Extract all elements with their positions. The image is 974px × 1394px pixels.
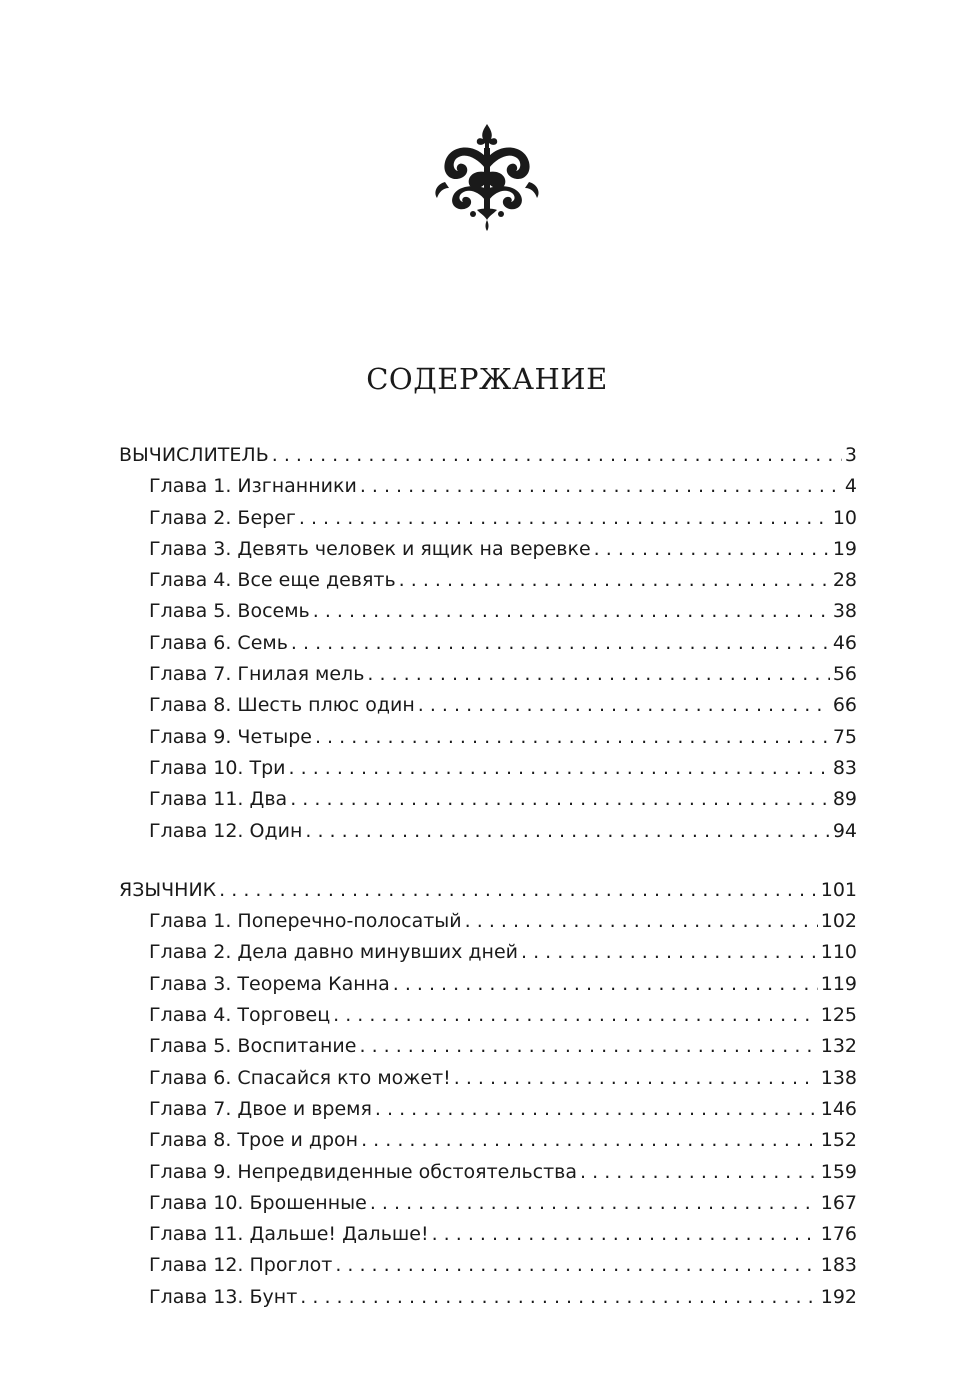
toc-entry xyxy=(119,941,857,972)
chapter-title: Глава 11. Дальше! Дальше! xyxy=(149,1223,429,1246)
chapter-title: Глава 2. Дела давно минувших дней xyxy=(149,941,519,964)
page-number: 152 xyxy=(820,1129,857,1152)
dot-leader xyxy=(465,910,818,932)
dot-leader xyxy=(393,973,818,995)
page-number: 28 xyxy=(832,569,857,592)
chapter-title: Глава 9. Непредвиденные обстоятельства xyxy=(149,1160,578,1183)
page-number: 167 xyxy=(820,1191,857,1214)
floral-ornament-icon xyxy=(431,122,543,232)
chapter-title: Глава 3. Девять человек и ящик на веревке xyxy=(149,537,591,560)
dot-leader xyxy=(219,879,818,901)
page-number: 125 xyxy=(820,1004,857,1027)
chapter-title: Глава 12. Проглот xyxy=(149,1254,333,1277)
dot-leader xyxy=(333,1004,818,1026)
page-number: 66 xyxy=(832,694,857,717)
dot-leader xyxy=(580,1161,818,1183)
chapter-title: Глава 2. Берег xyxy=(149,506,296,529)
chapter-title: Глава 5. Воспитание xyxy=(149,1035,357,1058)
chapter-title: Глава 11. Два xyxy=(149,788,288,811)
dot-leader xyxy=(289,757,830,779)
dot-leader xyxy=(315,726,830,748)
page-title: СОДЕРЖАНИЕ xyxy=(366,362,608,396)
toc-entry xyxy=(119,1192,857,1223)
chapter-title: Глава 13. Бунт xyxy=(149,1285,298,1308)
dot-leader xyxy=(418,694,830,716)
toc-section xyxy=(119,879,857,1317)
dot-leader xyxy=(299,507,830,529)
chapter-title: Глава 7. Двое и время xyxy=(149,1097,372,1120)
dot-leader xyxy=(454,1067,818,1089)
toc-entry xyxy=(119,1161,857,1192)
toc-entry xyxy=(119,1035,857,1066)
toc-entry xyxy=(119,507,857,538)
chapter-title: Глава 6. Семь xyxy=(149,631,288,654)
dot-leader xyxy=(272,444,842,466)
chapter-title: Глава 3. Теорема Канна xyxy=(149,972,390,995)
toc-entry xyxy=(119,757,857,788)
page-number: 192 xyxy=(820,1285,857,1308)
chapter-title: Глава 1. Изгнанники xyxy=(149,475,357,498)
chapter-title: Глава 6. Спасайся кто может! xyxy=(149,1066,451,1089)
dot-leader xyxy=(399,569,830,591)
page-number: 46 xyxy=(832,631,857,654)
chapter-title: Глава 1. Поперечно-полосатый xyxy=(149,910,462,933)
toc-entry xyxy=(119,1129,857,1160)
page-number: 94 xyxy=(832,819,857,842)
dot-leader xyxy=(291,632,830,654)
toc-entry xyxy=(119,910,857,941)
page-number: 75 xyxy=(832,725,857,748)
page-number: 4 xyxy=(844,475,857,498)
page-number: 83 xyxy=(832,756,857,779)
page-number: 176 xyxy=(820,1223,857,1246)
dot-leader xyxy=(305,820,829,842)
chapter-title: Глава 4. Торговец xyxy=(149,1004,331,1027)
dot-leader xyxy=(300,1286,817,1308)
toc-entry xyxy=(119,569,857,600)
dot-leader xyxy=(290,788,830,810)
chapter-title: Глава 10. Брошенные xyxy=(149,1191,367,1214)
page-number: 10 xyxy=(832,506,857,529)
dot-leader xyxy=(361,1129,818,1151)
dot-leader xyxy=(360,475,842,497)
toc-entry xyxy=(119,1067,857,1098)
chapter-title: Глава 7. Гнилая мель xyxy=(149,663,365,686)
page-number: 3 xyxy=(844,444,857,466)
toc-entry xyxy=(119,600,857,631)
chapter-title: Глава 4. Все еще девять xyxy=(149,569,396,592)
table-of-contents xyxy=(119,444,857,1345)
page-number: 146 xyxy=(820,1097,857,1120)
toc-section-heading xyxy=(119,879,857,910)
page-number: 101 xyxy=(820,878,857,901)
page-number: 138 xyxy=(820,1066,857,1089)
dot-leader xyxy=(359,1035,817,1057)
toc-entry xyxy=(119,973,857,1004)
dot-leader xyxy=(375,1098,818,1120)
page-number: 56 xyxy=(832,663,857,686)
toc-entry xyxy=(119,632,857,663)
page-number: 183 xyxy=(820,1254,857,1277)
page-number: 19 xyxy=(832,537,857,560)
toc-entry xyxy=(119,1286,857,1317)
chapter-title: Глава 9. Четыре xyxy=(149,725,312,748)
dot-leader xyxy=(367,663,829,685)
dot-leader xyxy=(313,600,830,622)
section-title: ВЫЧИСЛИТЕЛЬ xyxy=(119,444,269,466)
chapter-title: Глава 12. Один xyxy=(149,819,303,842)
toc-entry xyxy=(119,1098,857,1129)
chapter-title: Глава 8. Трое и дрон xyxy=(149,1129,359,1152)
toc-entry xyxy=(119,726,857,757)
dot-leader xyxy=(432,1223,818,1245)
page-number: 132 xyxy=(820,1035,857,1058)
chapter-title: Глава 5. Восемь xyxy=(149,600,310,623)
page-number: 110 xyxy=(820,941,857,964)
page-number: 119 xyxy=(820,972,857,995)
toc-entry xyxy=(119,475,857,506)
page-number: 89 xyxy=(832,788,857,811)
page-number: 102 xyxy=(820,910,857,933)
toc-section-heading xyxy=(119,444,857,475)
toc-entry xyxy=(119,663,857,694)
toc-entry xyxy=(119,1254,857,1285)
toc-entry xyxy=(119,788,857,819)
chapter-title: Глава 8. Шесть плюс один xyxy=(149,694,415,717)
toc-entry xyxy=(119,820,857,851)
dot-leader xyxy=(521,941,818,963)
dot-leader xyxy=(370,1192,818,1214)
chapter-title: Глава 10. Три xyxy=(149,756,286,779)
dot-leader xyxy=(594,538,830,560)
toc-section xyxy=(119,444,857,851)
page-number: 38 xyxy=(832,600,857,623)
toc-entry xyxy=(119,1004,857,1035)
toc-entry xyxy=(119,1223,857,1254)
toc-entry xyxy=(119,694,857,725)
page-number: 159 xyxy=(820,1160,857,1183)
toc-entry xyxy=(119,538,857,569)
section-title: ЯЗЫЧНИК xyxy=(119,878,217,901)
dot-leader xyxy=(335,1254,817,1276)
